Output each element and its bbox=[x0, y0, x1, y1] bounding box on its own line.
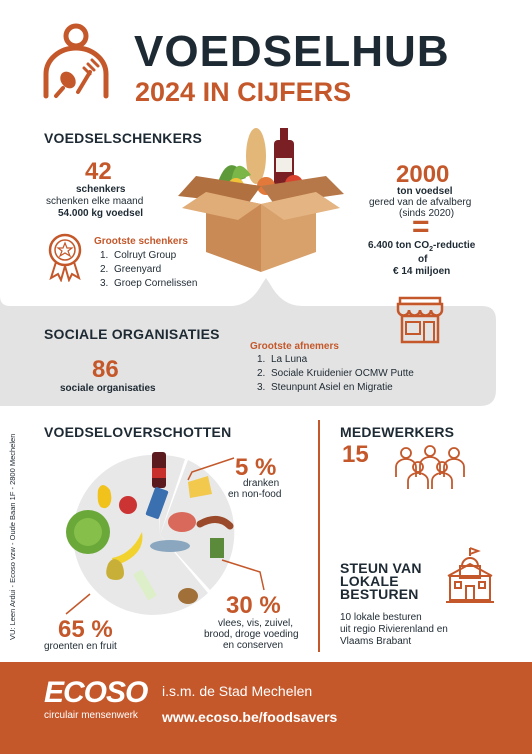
food-box-illustration bbox=[176, 128, 346, 274]
tons-count: 2000 bbox=[396, 161, 450, 188]
donors-count-label: schenkers bbox=[76, 184, 126, 195]
social-count-label: sociale organisaties bbox=[60, 383, 156, 394]
footer-logo: ECOSO bbox=[44, 676, 148, 709]
veg-percent: 65 % bbox=[58, 616, 113, 643]
list-item: 1. La Luna bbox=[257, 354, 308, 365]
footer-tagline: circulair mensenwerk bbox=[44, 710, 138, 721]
surplus-heading: VOEDSELOVERSCHOTTEN bbox=[44, 424, 232, 440]
town-hall-icon bbox=[444, 546, 496, 604]
top-donors-heading: Grootste schenkers bbox=[94, 236, 188, 247]
top-receivers-heading: Grootste afnemers bbox=[250, 341, 339, 352]
tons-line2: (sinds 2020) bbox=[399, 208, 455, 219]
meat-label1: vlees, vis, zuivel, bbox=[218, 618, 294, 629]
shop-icon bbox=[394, 294, 446, 346]
donors-count: 42 bbox=[85, 158, 112, 185]
drinks-label2: en non-food bbox=[228, 489, 282, 500]
gov-line2: uit regio Rivierenland en bbox=[340, 624, 448, 635]
staff-count: 15 bbox=[342, 441, 369, 468]
donors-heading: VOEDSELSCHENKERS bbox=[44, 130, 203, 146]
meat-label3: en conserven bbox=[223, 640, 284, 651]
footer-url[interactable]: www.ecoso.be/foodsavers bbox=[162, 709, 338, 725]
gov-heading1: STEUN VAN bbox=[340, 560, 422, 576]
vertical-divider bbox=[318, 420, 320, 652]
list-item: 3. Steunpunt Asiel en Migratie bbox=[257, 382, 393, 393]
meat-label2: brood, droge voeding bbox=[204, 629, 299, 640]
tons-line1: gered van de afvalberg bbox=[369, 197, 472, 208]
footer-partner: i.s.m. de Stad Mechelen bbox=[162, 683, 313, 699]
co2-reduction: 6.400 ton $CO_2$-reductie bbox=[368, 240, 476, 253]
top-receivers-list bbox=[257, 353, 414, 395]
donors-line1: schenken elke maand bbox=[46, 196, 144, 207]
equals-sign: = bbox=[412, 210, 430, 243]
list-item: 2. Greenyard bbox=[100, 264, 162, 275]
gov-heading3: BESTUREN bbox=[340, 586, 419, 602]
food-hub-icon bbox=[40, 22, 112, 102]
donors-line2: 54.000 kg voedsel bbox=[58, 208, 144, 219]
social-heading: SOCIALE ORGANISATIES bbox=[44, 326, 220, 342]
gov-heading2: LOKALE bbox=[340, 573, 399, 589]
list-item: 2. Sociale Kruidenier OCMW Putte bbox=[257, 368, 414, 379]
drinks-label1: dranken bbox=[243, 478, 280, 489]
gov-line1: 10 lokale besturen bbox=[340, 612, 422, 623]
page-subtitle: 2024 IN CIJFERS bbox=[135, 77, 352, 107]
gov-line3: Vlaams Brabant bbox=[340, 636, 412, 647]
staff-heading: MEDEWERKERS bbox=[340, 424, 455, 440]
meat-percent: 30 % bbox=[226, 592, 281, 619]
money-saved: € 14 miljoen bbox=[393, 266, 451, 277]
veg-label: groenten en fruit bbox=[44, 641, 117, 652]
list-item: 3. Groep Cornelissen bbox=[100, 278, 198, 289]
tons-label: ton voedsel bbox=[397, 186, 453, 197]
people-icon bbox=[392, 443, 468, 489]
side-note: VU: Leen Ardui - Ecoso vzw - Oude Baan 1F - 2800 Mechelen bbox=[8, 433, 17, 640]
list-item: 1. Colruyt Group bbox=[100, 250, 177, 261]
social-count: 86 bbox=[92, 356, 119, 383]
page-title: VOEDSELHUB bbox=[134, 27, 450, 76]
drinks-percent: 5 % bbox=[235, 454, 277, 481]
or-label: of bbox=[418, 254, 428, 265]
